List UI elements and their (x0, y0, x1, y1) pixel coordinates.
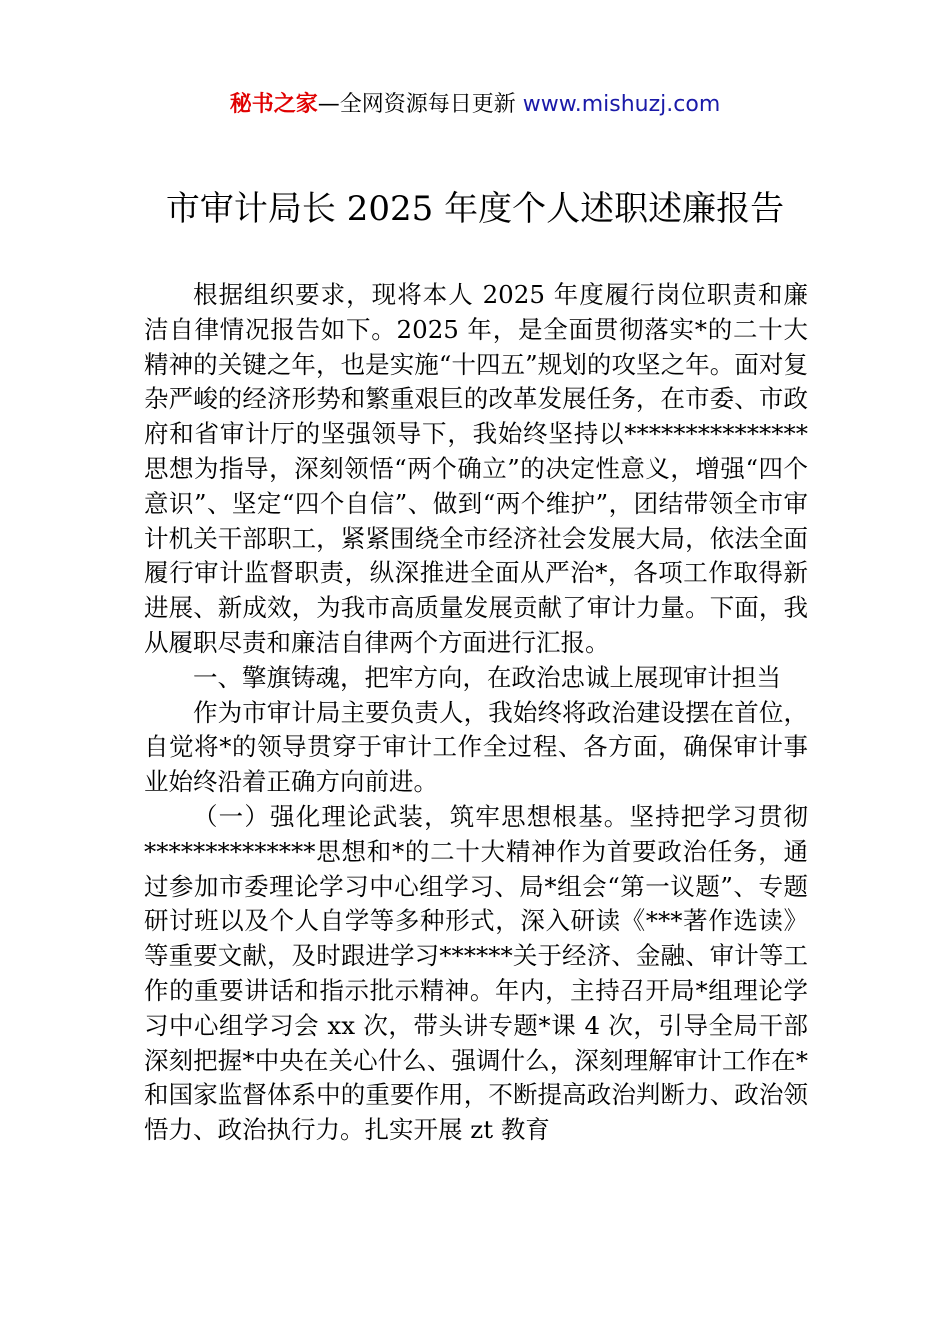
paragraph-section-1: 作为市审计局主要负责人，我始终将政治建设摆在首位，自觉将*的领导贯穿于审计工作全过程、各方面，确保审计事业始终沿着正确方向前进。 (144, 697, 808, 797)
document-body (144, 278, 808, 1148)
paragraph-intro: 根据组织要求，现将本人 2025 年度履行岗位职责和廉洁自律情况报告如下。2025 年，是全面贯彻落实*的二十大精神的关键之年，也是实施“十四五”规划的攻坚之年。面对复杂严峻的经济形势和繁重艰巨的改革发展任务，在市委、市政府和省审计厅的坚强领导下，我始终坚持以***************思想为指导，深刻领悟“两个确立”的决定性意义，增强“四个意识”、坚定“四个自信”、做到“两个维护”，团结带领全市审计机关干部职工，紧紧围绕全市经济社会发展大局，依法全面履行审计监督职责，纵深推进全面从严治*，各项工作取得新进展、新成效，为我市高质量发展贡献了审计力量。下面，我从履职尽责和廉洁自律两个方面进行汇报。 (144, 280, 808, 657)
document-title: 市审计局长 2025 年度个人述职述廉报告 (165, 189, 785, 229)
site-tagline: —全网资源每日更新 (317, 92, 523, 117)
site-brand: 秘书之家 (229, 92, 318, 117)
site-url-link[interactable]: www.mishuzj.com (522, 92, 721, 117)
paragraph-subsection-1: （一）强化理论武装，筑牢思想根基。坚持把学习贯彻**************思想和*的二十大精神作为首要政治任务，通过参加市委理论学习中心组学习、局*组会“第一议题”、专题研讨班以及个人自学等多种形式，深入研读《***著作选读》等重要文献，及时跟进学习******关于经济、金融、审计等工作的重要讲话和指示批示精神。年内，主持召开局*组理论学习中心组学习会 xx 次，带头讲专题*课 4 次，引导全局干部深刻把握*中央在关心什么、强调什么，深刻理解审计工作在*和国家监督体系中的重要作用，不断提高政治判断力、政治领悟力、政治执行力。扎实开展 zt 教育 (144, 801, 808, 1145)
site-header (0, 90, 950, 120)
section-heading-1: 一、擎旗铸魂，把牢方向，在政治忠诚上展现审计担当 (193, 662, 781, 692)
